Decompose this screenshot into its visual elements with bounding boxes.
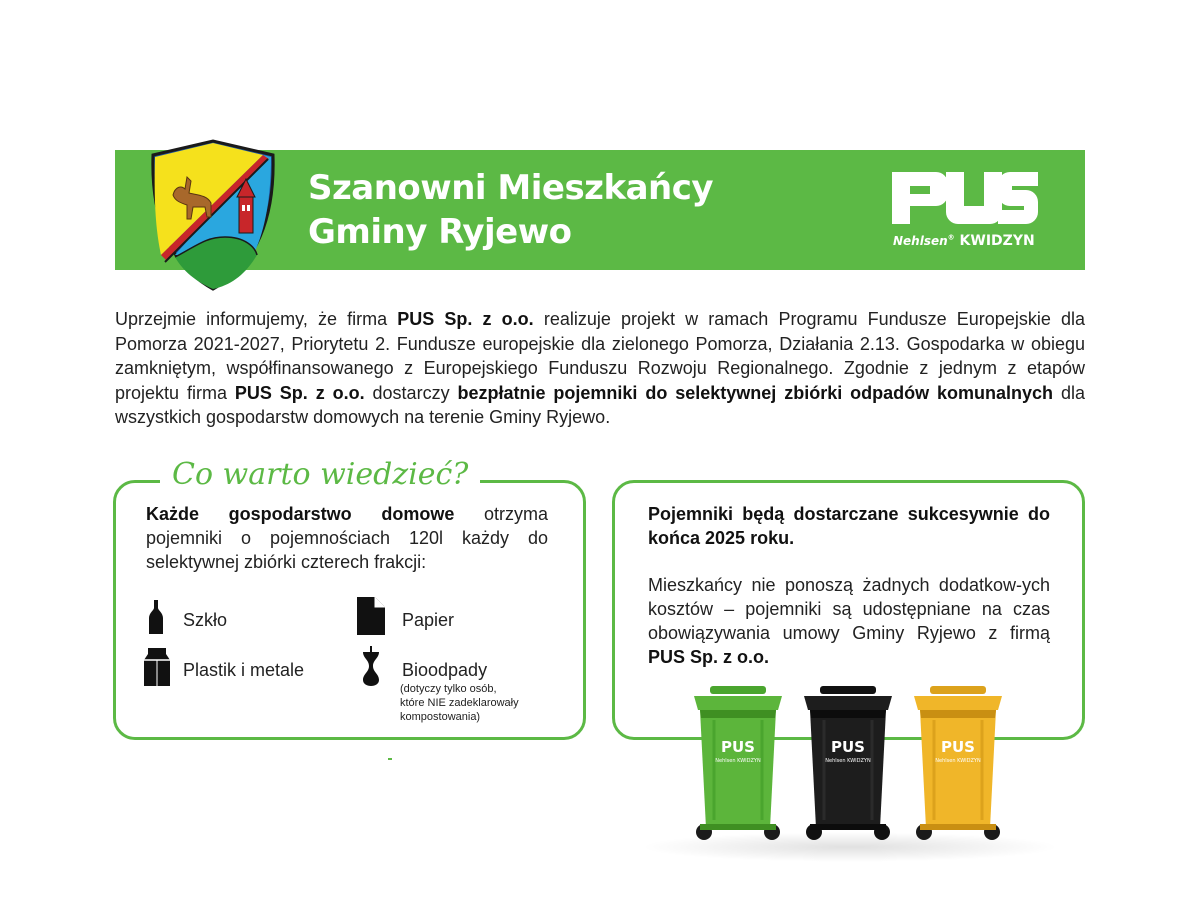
fraction-bio-label: Bioodpady — [402, 660, 488, 680]
intro-bold-containers: bezpłatnie pojemniki do selektywnej zbiórki odpadów komunalnych — [457, 382, 1054, 403]
left-box-text — [146, 502, 548, 574]
bio-note-line-2: które NIE zadeklarowały — [400, 697, 519, 709]
pus-logo-subtitle: Nehlsen® KWIDZYN — [893, 233, 1035, 249]
intro-bold-company-1: PUS Sp. z o.o. — [397, 309, 534, 329]
yellow-bin-logo: PUS — [941, 738, 975, 756]
right-box-text — [648, 502, 1050, 692]
paper-icon — [357, 597, 385, 635]
black-bin-logo: PUS — [831, 738, 865, 756]
delivery-deadline-text: Pojemniki będą dostarczane sukcesywnie do końca 2025 roku. — [648, 504, 1050, 548]
yellow-bin-image — [910, 686, 1006, 846]
bio-note-line-3: kompostowania) — [400, 711, 481, 723]
intro-text-2: realizuje projekt w ramach Programu Fundusze Europejskie dla Pomorza 2021-2027, Priorytetu 2. Fundusze europejskie dla zielonego Pomorza, Działania 2.13. Gospodarka w obiegu zamkniętym, współfinansowanego z Europejskiego Funduszu Rozwoju Regionalnego. Zgodnie z jednym z etapów projektu firma — [115, 309, 1085, 403]
page-title — [308, 166, 828, 254]
no-cost-company: PUS Sp. z o.o. — [648, 647, 770, 667]
green-bin-logo: PUS — [721, 738, 755, 756]
carton-icon — [144, 648, 170, 686]
apple-core-icon — [360, 646, 382, 686]
black-bin-sub: Nehlsen KWIDZYN — [825, 758, 871, 764]
left-box-bold: Każde gospodarstwo domowe — [146, 504, 455, 524]
fraction-paper-label: Papier — [402, 610, 455, 630]
left-box-body: otrzyma pojemniki o pojemnościach 120l każdy do selektywnej zbiórki czterech frakcji: — [146, 504, 548, 572]
intro-paragraph — [115, 307, 1085, 430]
no-cost-text: Mieszkańcy nie ponoszą żadnych dodatkow-ych kosztów – pojemniki są udostępniane na czas obowiązywania umowy Gminy Ryjewo z firmą — [648, 575, 1050, 643]
coat-of-arms-icon — [145, 137, 281, 293]
bottle-icon — [148, 600, 164, 634]
black-bin-image — [800, 686, 896, 846]
fraction-glass-label: Szkło — [183, 610, 228, 630]
fraction-plastic-label: Plastik i metale — [183, 660, 305, 680]
yellow-bin-sub: Nehlsen KWIDZYN — [935, 758, 981, 764]
bio-note-line-1: (dotyczy tylko osób, — [400, 683, 497, 695]
box-heading: Co warto wiedzieć? — [160, 455, 480, 495]
nehlsen-brand: Nehlsen — [893, 234, 948, 248]
intro-text-4: dla wszystkich gospodarstw domowych na terenie Gminy Ryjewo. — [115, 382, 1085, 427]
bio-note — [400, 682, 560, 724]
intro-text-1: Uprzejmie informujemy, że firma — [115, 309, 398, 329]
divider-dash — [388, 758, 392, 760]
green-bin-sub: Nehlsen KWIDZYN — [715, 758, 761, 764]
title-line-1: Szanowni Mieszkańcy — [308, 168, 714, 208]
intro-bold-company-2: PUS Sp. z o.o. — [234, 382, 365, 403]
title-line-2: Gminy Ryjewo — [308, 212, 572, 252]
kwidzyn-label: KWIDZYN — [959, 233, 1035, 249]
intro-text-3: dostarczy — [364, 382, 458, 403]
green-bin-image — [690, 686, 786, 846]
